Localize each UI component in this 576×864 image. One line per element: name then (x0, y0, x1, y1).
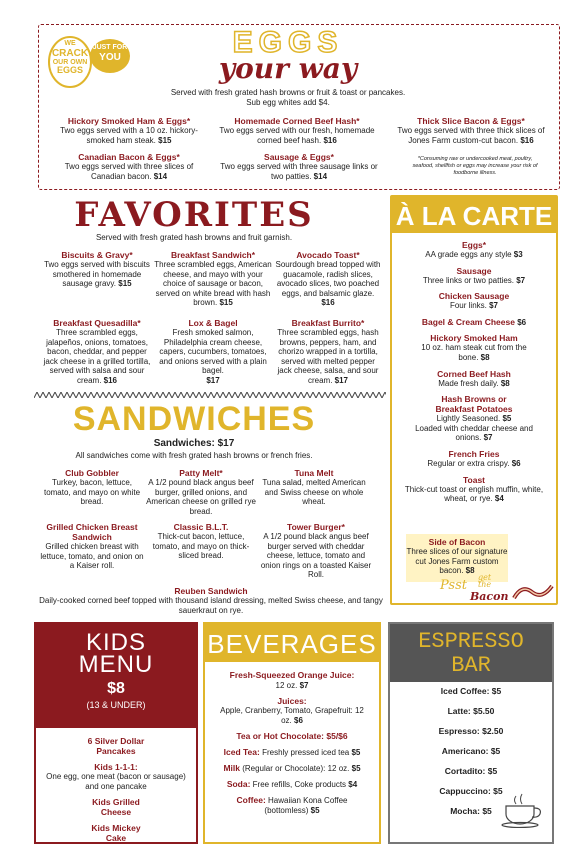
kids-item: 6 Silver Dollar Pancakes (87, 736, 145, 756)
bacon-script: Bacon (470, 590, 509, 603)
item-price: $15 (158, 135, 172, 145)
item-name: Sausage (456, 265, 492, 276)
item-name: Breakfast Burrito* (291, 318, 365, 328)
side-of-bacon-callout (406, 534, 508, 582)
beverage-item (208, 731, 376, 742)
sandwich-item (258, 522, 374, 580)
item-name: Hickory Smoked Ham & Eggs* (67, 116, 191, 126)
beverage-item (208, 696, 376, 727)
alc-item (392, 266, 556, 286)
alc-item (392, 369, 556, 389)
item-desc: Three scrambled eggs, jalapeños, onions, tomatoes, bacon, cheddar, and pepper jack cheese in a grilled tortilla, served with salsa and sour cream. (43, 328, 151, 385)
beverage-item (208, 763, 376, 774)
item-price: $15 (118, 279, 132, 289)
item-price: $8 (465, 566, 475, 576)
eggs-subtitle (0, 88, 576, 109)
item-name: Patty Melt* (179, 468, 223, 478)
favorites-item (154, 250, 272, 308)
sandwiches-price: Sandwiches: $17 (153, 438, 235, 449)
item-name: Side of Bacon (428, 537, 486, 547)
item-desc: Freshly pressed iced tea (262, 748, 350, 758)
eggs-item (50, 152, 208, 181)
item-desc: Regular or extra crispy. (427, 458, 510, 468)
item-price: $14 (153, 171, 168, 181)
item-name: Tower Burger* (287, 522, 345, 532)
sandwich-item (40, 468, 144, 507)
item-price: $8 (480, 352, 490, 362)
item-name: Biscuits & Gravy* (61, 250, 133, 260)
alc-item (392, 475, 556, 504)
item-price: $7 (516, 275, 526, 285)
item-desc: Two eggs served with a 10 oz. hickory-smoked ham steak. (60, 126, 198, 145)
item-desc: 12 oz. (275, 680, 298, 690)
item-price: $8 (500, 378, 510, 388)
item-price: $6 (511, 458, 521, 468)
item-desc: Apple, Cranberry, Tomato, Grapefruit: 12 oz. (220, 706, 364, 726)
item-price: $16 (323, 135, 337, 145)
item-name: Canadian Bacon & Eggs* (78, 152, 180, 162)
a-la-carte-list (392, 240, 556, 510)
eggs-title: EGGS (232, 26, 344, 59)
kids-item: Kids 1-1-1: (94, 762, 138, 772)
eggs-title-script: your way (218, 52, 358, 85)
item-name: Thick Slice Bacon & Eggs* (417, 116, 525, 126)
item-name: Homemade Corned Beef Hash* (234, 116, 360, 126)
item-desc: Three links or two patties. (422, 275, 514, 285)
item-desc: Fresh smoked salmon, Philadelphia cream cheese, capers, cucumbers, tomatoes, and onions served with a plain bagel. (159, 328, 267, 376)
badge-line2: CRACK (51, 47, 89, 59)
item-desc: Thick-cut bacon, lettuce, tomato, and mayo on thick-sliced bread. (152, 532, 250, 561)
favorites-item (156, 318, 270, 386)
espresso-item: Cappuccino: $5 (439, 786, 503, 796)
alc-item (392, 240, 556, 260)
item-name: Hickory Smoked Ham (430, 333, 518, 344)
alc-item (392, 317, 556, 328)
item-name: Avocado Toast* (296, 250, 360, 260)
espresso-item: Americano: $5 (441, 746, 501, 756)
item-name: Classic B.L.T. (173, 522, 229, 532)
kids-menu-header (36, 624, 196, 728)
item-desc: Two eggs served with three sausage links or two patties. (220, 162, 378, 181)
item-price: $3 (513, 250, 523, 259)
eggs-item (218, 116, 376, 145)
item-price: $16 (520, 135, 534, 145)
item-name: Fresh-Squeezed Orange Juice: (229, 670, 355, 680)
kids-price: $8 (107, 680, 125, 697)
badge-right2: YOU (99, 51, 121, 63)
beverage-item (208, 670, 376, 691)
beverage-item (208, 779, 376, 790)
item-desc: Lightly Seasoned. (436, 414, 501, 424)
get-word: get (478, 573, 492, 582)
item-name: Lox & Bagel (188, 318, 238, 328)
espresso-item: Mocha: $5 (450, 806, 492, 816)
kids-list (40, 736, 192, 843)
item-desc: Tuna salad, melted American and Swiss cheese on whole wheat. (262, 478, 366, 507)
item-price: $5 (351, 748, 361, 758)
beverages-title: BEVERAGES (205, 624, 379, 662)
espresso-item: Iced Coffee: $5 (440, 686, 502, 696)
coffee-cup-icon (500, 792, 548, 828)
item-desc: Daily-cooked corned beef topped with thousand island dressing, melted Swiss cheese, and tangy sauerkraut on rye. (39, 596, 383, 615)
item-desc: Free refills, Coke products (252, 780, 347, 790)
espresso-item: Cortadito: $5 (444, 766, 498, 776)
item-desc: Hawaiian Kona Coffee (bottomless) (264, 796, 348, 816)
sandwich-item (262, 468, 366, 507)
item-price: $7 (299, 680, 309, 690)
item-price: $16 (103, 375, 118, 385)
item-name: Juices: (277, 695, 307, 706)
item-desc: Three scrambled eggs, hash browns, peppers, ham, and chorizo wrapped in a tortilla, served with melted pepper jack cheese, salsa, and sour cream. (277, 328, 379, 385)
badge-line1: WE (64, 40, 76, 47)
beverage-item (208, 795, 376, 816)
item-desc: A 1/2 pound black angus beef burger served with cheddar cheese, lettuce, tomato and onion rings on a toasted Kaiser Roll. (260, 532, 372, 580)
item-price: $6 (517, 317, 527, 327)
item-name: Coffee: (236, 795, 266, 806)
item-name: Breakfast Quesadilla* (53, 318, 141, 328)
item-price: $5 (502, 414, 512, 424)
kids-title-line1: KIDS (85, 629, 146, 656)
beverages-list (208, 670, 376, 821)
item-desc: Turkey, bacon, lettuce, tomato, and mayo on white bread. (43, 478, 141, 507)
item-name: Corned Beef Hash (437, 368, 511, 379)
item-price: $14 (313, 171, 328, 181)
favorites-title: FAVORITES (74, 195, 314, 235)
sandwich-item (148, 522, 254, 561)
favorites-item (40, 318, 154, 386)
sandwich-item (146, 468, 256, 516)
favorites-item (274, 250, 382, 308)
item-name: Sausage & Eggs* (264, 152, 334, 162)
badge-line4: EGGS (56, 65, 83, 76)
item-desc: Four links. (449, 301, 487, 311)
badge-line3: OUR OWN (52, 58, 88, 66)
item-desc: Grilled chicken breast with lettuce, tomato, and onion on a Kaiser roll. (40, 542, 144, 571)
item-desc: (Regular or Chocolate): 12 oz. (242, 764, 350, 774)
kids-item: Kids Grilled Cheese (92, 797, 140, 818)
favorites-item (274, 318, 382, 386)
sandwich-item (40, 522, 144, 571)
item-name: Chicken Sausage (438, 291, 510, 302)
item-desc: Two eggs served with three thick slices of Jones Farm custom-cut bacon. (397, 126, 545, 145)
item-name: Club Gobbler (65, 468, 119, 478)
item-name: Grilled Chicken Breast Sandwich (46, 522, 138, 542)
the-word: the (478, 580, 492, 590)
sandwiches-subtitle: All sandwiches come with fresh grated hash browns or french fries. (75, 451, 313, 460)
item-price: $5 (310, 806, 320, 816)
espresso-bar-header (390, 624, 552, 682)
espresso-item: Latte: $5.50 (447, 706, 495, 716)
item-name: Toast (462, 474, 486, 485)
sandwiches-title: SANDWICHES (72, 400, 316, 438)
item-price: $15 (219, 298, 233, 308)
espresso-item: Espresso: $2.50 (438, 726, 504, 736)
bacon-strip-icon (512, 580, 554, 602)
psst-text: Psst (440, 578, 467, 593)
item-price: $5 (351, 764, 361, 774)
item-name: French Fries (448, 448, 500, 459)
item-desc: Two eggs served with three slices of Canadian bacon. (64, 162, 194, 181)
item-name: Reuben Sandwich (174, 586, 248, 596)
eggs-item (390, 116, 552, 145)
sandwich-item (36, 586, 386, 615)
item-name: Milk (223, 763, 240, 774)
eggs-item (220, 152, 378, 181)
item-desc: Two eggs served with our fresh, homemade corned beef hash. (219, 126, 375, 145)
zigzag-divider (34, 392, 386, 398)
item-desc: AA grade eggs any style (425, 250, 512, 259)
alc-item (392, 449, 556, 469)
item-price: $17 (334, 375, 349, 385)
item-name: Eggs* (461, 240, 487, 250)
kids-title-line2: MENU (78, 651, 154, 678)
badge-right1: JUST FOR (92, 44, 128, 51)
eggs-item (50, 116, 208, 145)
item-name: Bagel & Cream Cheese (421, 316, 515, 327)
item-price: $16 (321, 298, 335, 308)
item-price: $17 (206, 375, 220, 385)
item-price: $7 (489, 301, 499, 311)
item-desc: Made fresh daily. (438, 378, 499, 388)
eggs-subtitle-line2: Sub egg whites add $4. (246, 98, 330, 108)
beverage-item (208, 747, 376, 758)
item-price: $4 (494, 494, 504, 504)
item-price-2: $7 (483, 433, 493, 443)
eggs-subtitle-line1: Served with fresh grated hash browns or fruit & toast or pancakes. (170, 88, 406, 97)
alc-item (392, 291, 556, 311)
item-desc: Three slices of our signature cut Jones Farm custom bacon. (406, 547, 508, 576)
alc-item (392, 333, 556, 362)
kids-item-desc: One egg, one meat (bacon or sausage) and one pancake (46, 772, 186, 791)
item-name: Tea or Hot Chocolate: $5/$6 (236, 731, 348, 742)
a-la-carte-title: À LA CARTE (392, 197, 556, 233)
disclaimer: *Consuming raw or undercooked meat, poultry, seafood, shellfish or eggs may increase your risk of foodborne illness. (412, 156, 538, 176)
item-name: Iced Tea: (223, 747, 260, 758)
item-price: $6 (294, 716, 303, 726)
item-name: Hash Browns or Breakfast Potatoes (435, 394, 513, 415)
item-name: Soda: (226, 779, 251, 790)
item-desc: Sourdough bread topped with guacamole, radish slices, avocado slices, two poached eggs, and balsamic glaze. (275, 260, 381, 298)
favorites-item (44, 250, 150, 289)
item-desc: A 1/2 pound black angus beef burger, grilled onions, and American cheese on grilled rye bread. (146, 478, 256, 516)
alc-item (392, 394, 556, 443)
item-desc: Three scrambled eggs, American cheese, and mayo with your choice of sausage or bacon, served on white bread with hash brown. (154, 260, 272, 308)
item-desc: Thick-cut toast or english muffin, white, wheat, or rye. (404, 484, 544, 504)
get-the-text (478, 574, 491, 588)
item-price: $4 (348, 780, 358, 790)
item-desc-2: Loaded with cheddar cheese and onions. (415, 423, 533, 443)
item-name: Tuna Melt (294, 468, 334, 478)
item-desc: 10 oz. ham steak cut from the bone. (421, 343, 527, 362)
espresso-title-line2: BAR (451, 653, 491, 678)
item-desc: Two eggs served with biscuits smothered in homemade sausage gravy. (44, 260, 150, 289)
kids-item: Kids Mickey Cake (91, 823, 141, 844)
kids-age: (13 & UNDER) (86, 700, 146, 710)
item-name: Breakfast Sandwich* (170, 250, 256, 260)
espresso-title-line1: ESPRESSO (418, 629, 524, 654)
favorites-subtitle: Served with fresh grated hash browns and fruit garnish. (95, 233, 293, 242)
